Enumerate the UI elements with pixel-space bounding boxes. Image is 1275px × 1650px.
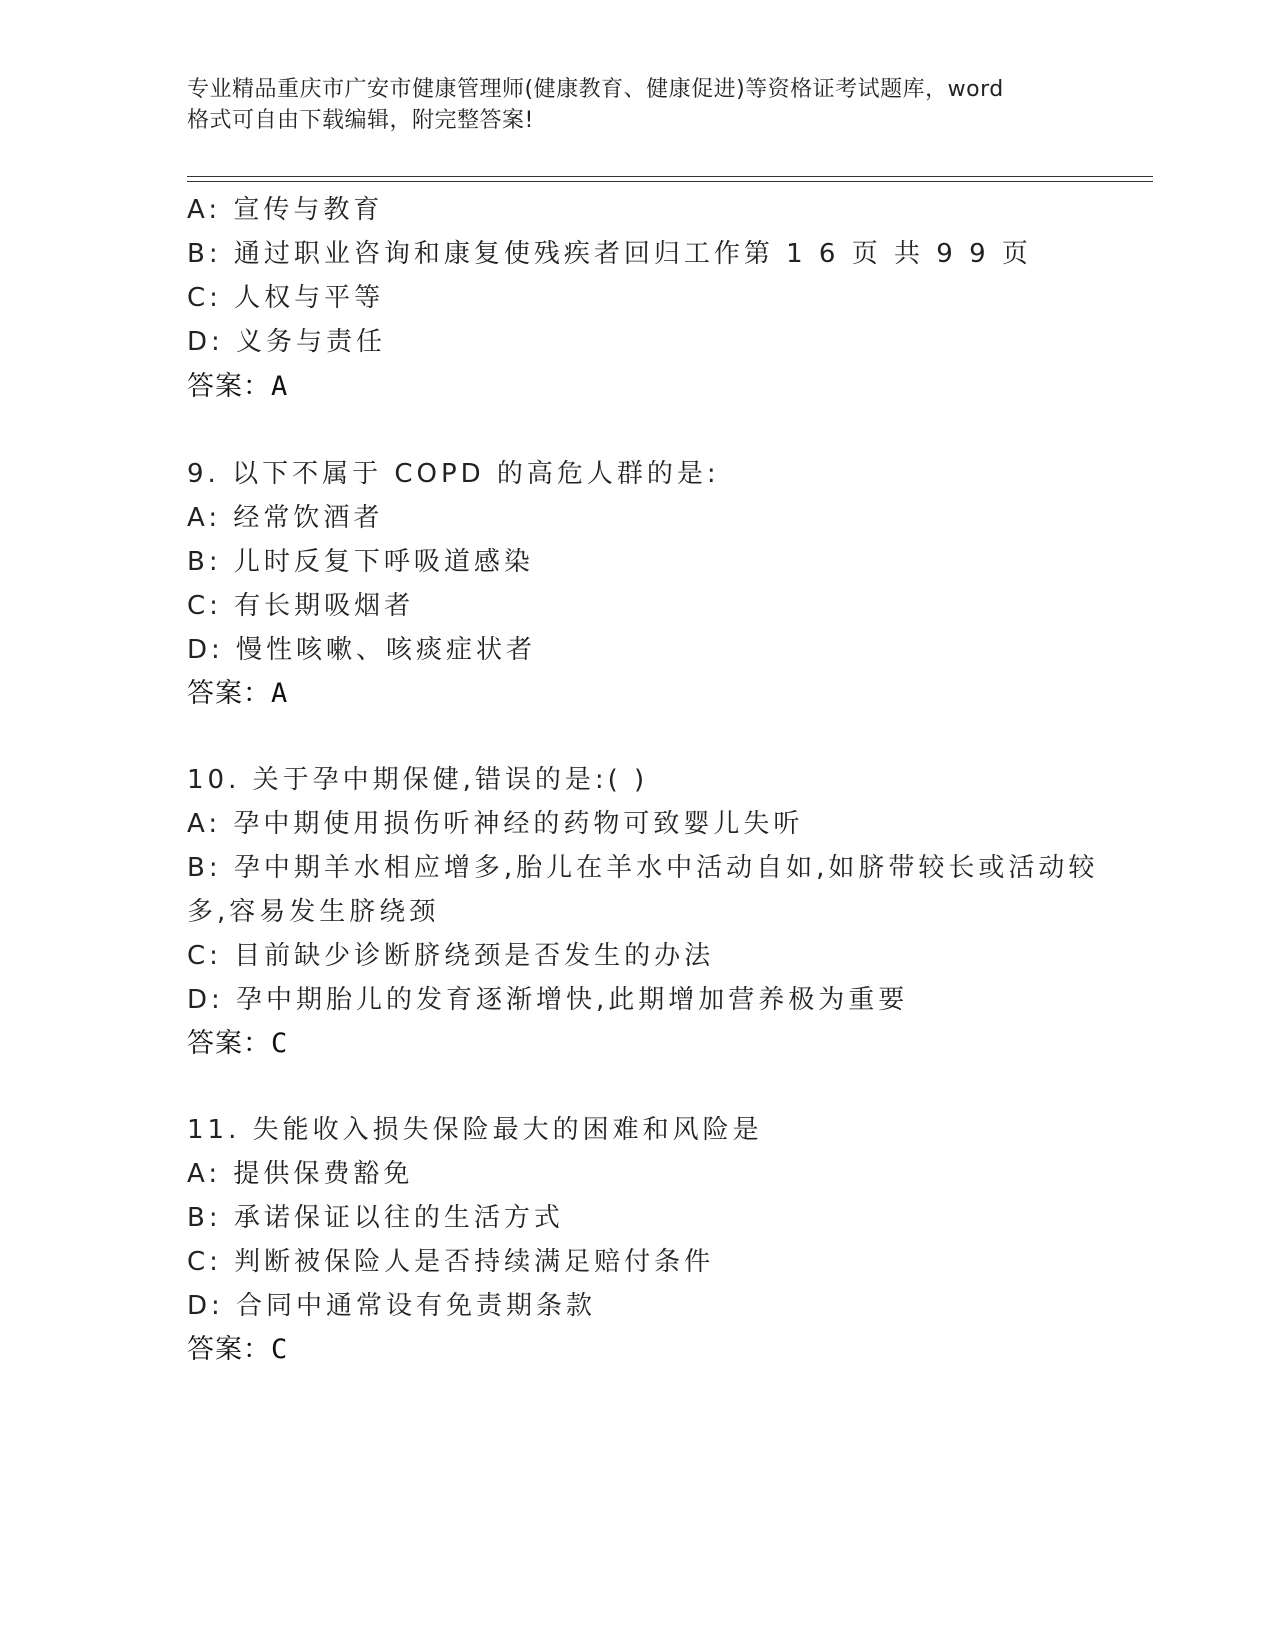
q9-answer-line <box>187 679 288 709</box>
answer-label: 答案： <box>187 1334 271 1365</box>
option-c: C: 人权与平等 <box>187 283 385 313</box>
answer-label: 答案： <box>187 1028 271 1059</box>
document-header <box>187 74 1087 136</box>
header-divider-top <box>187 176 1153 177</box>
header-divider-bottom <box>187 181 1153 182</box>
answer-line <box>187 372 288 402</box>
header-line-2: 格式可自由下载编辑，附完整答案! <box>187 108 534 133</box>
answer-value: C <box>271 1334 289 1365</box>
q10-option-d: D: 孕中期胎儿的发育逐渐增快,此期增加营养极为重要 <box>187 985 909 1015</box>
q11-option-c: C: 判断被保险人是否持续满足赔付条件 <box>187 1247 715 1277</box>
question-11: 11. 失能收入损失保险最大的困难和风险是 <box>187 1115 763 1145</box>
q10-answer-line <box>187 1029 288 1059</box>
q10-option-b: B: 孕中期羊水相应增多,胎儿在羊水中活动自如,如脐带较长或活动较 <box>187 853 1099 883</box>
q11-answer-line <box>187 1335 288 1365</box>
question-10: 10. 关于孕中期保健,错误的是:( ) <box>187 765 649 795</box>
header-line-1: 专业精品重庆市广安市健康管理师(健康教育、健康促进)等资格证考试题库，word <box>187 77 1004 102</box>
option-b: B: 通过职业咨询和康复使残疾者回归工作第 1 6 页 共 9 9 页 <box>187 239 1032 269</box>
q10-option-a: A: 孕中期使用损伤听神经的药物可致婴儿失听 <box>187 809 804 839</box>
answer-value: A <box>271 678 289 709</box>
question-9: 9. 以下不属于 COPD 的高危人群的是: <box>187 459 720 489</box>
answer-value: C <box>271 1028 289 1059</box>
q10-option-c: C: 目前缺少诊断脐绕颈是否发生的办法 <box>187 941 715 971</box>
q9-option-c: C: 有长期吸烟者 <box>187 591 415 621</box>
answer-label: 答案： <box>187 678 271 709</box>
q11-option-b: B: 承诺保证以往的生活方式 <box>187 1203 564 1233</box>
answer-value: A <box>271 371 289 402</box>
q10-option-b-cont: 多,容易发生脐绕颈 <box>187 897 440 927</box>
q9-option-b: B: 儿时反复下呼吸道感染 <box>187 547 534 577</box>
q11-option-a: A: 提供保费豁免 <box>187 1159 414 1189</box>
answer-label: 答案： <box>187 371 271 402</box>
option-a: A: 宣传与教育 <box>187 195 384 225</box>
option-d: D: 义务与责任 <box>187 327 387 357</box>
q9-option-d: D: 慢性咳嗽、咳痰症状者 <box>187 635 537 665</box>
q9-option-a: A: 经常饮酒者 <box>187 503 384 533</box>
q11-option-d: D: 合同中通常设有免责期条款 <box>187 1291 597 1321</box>
